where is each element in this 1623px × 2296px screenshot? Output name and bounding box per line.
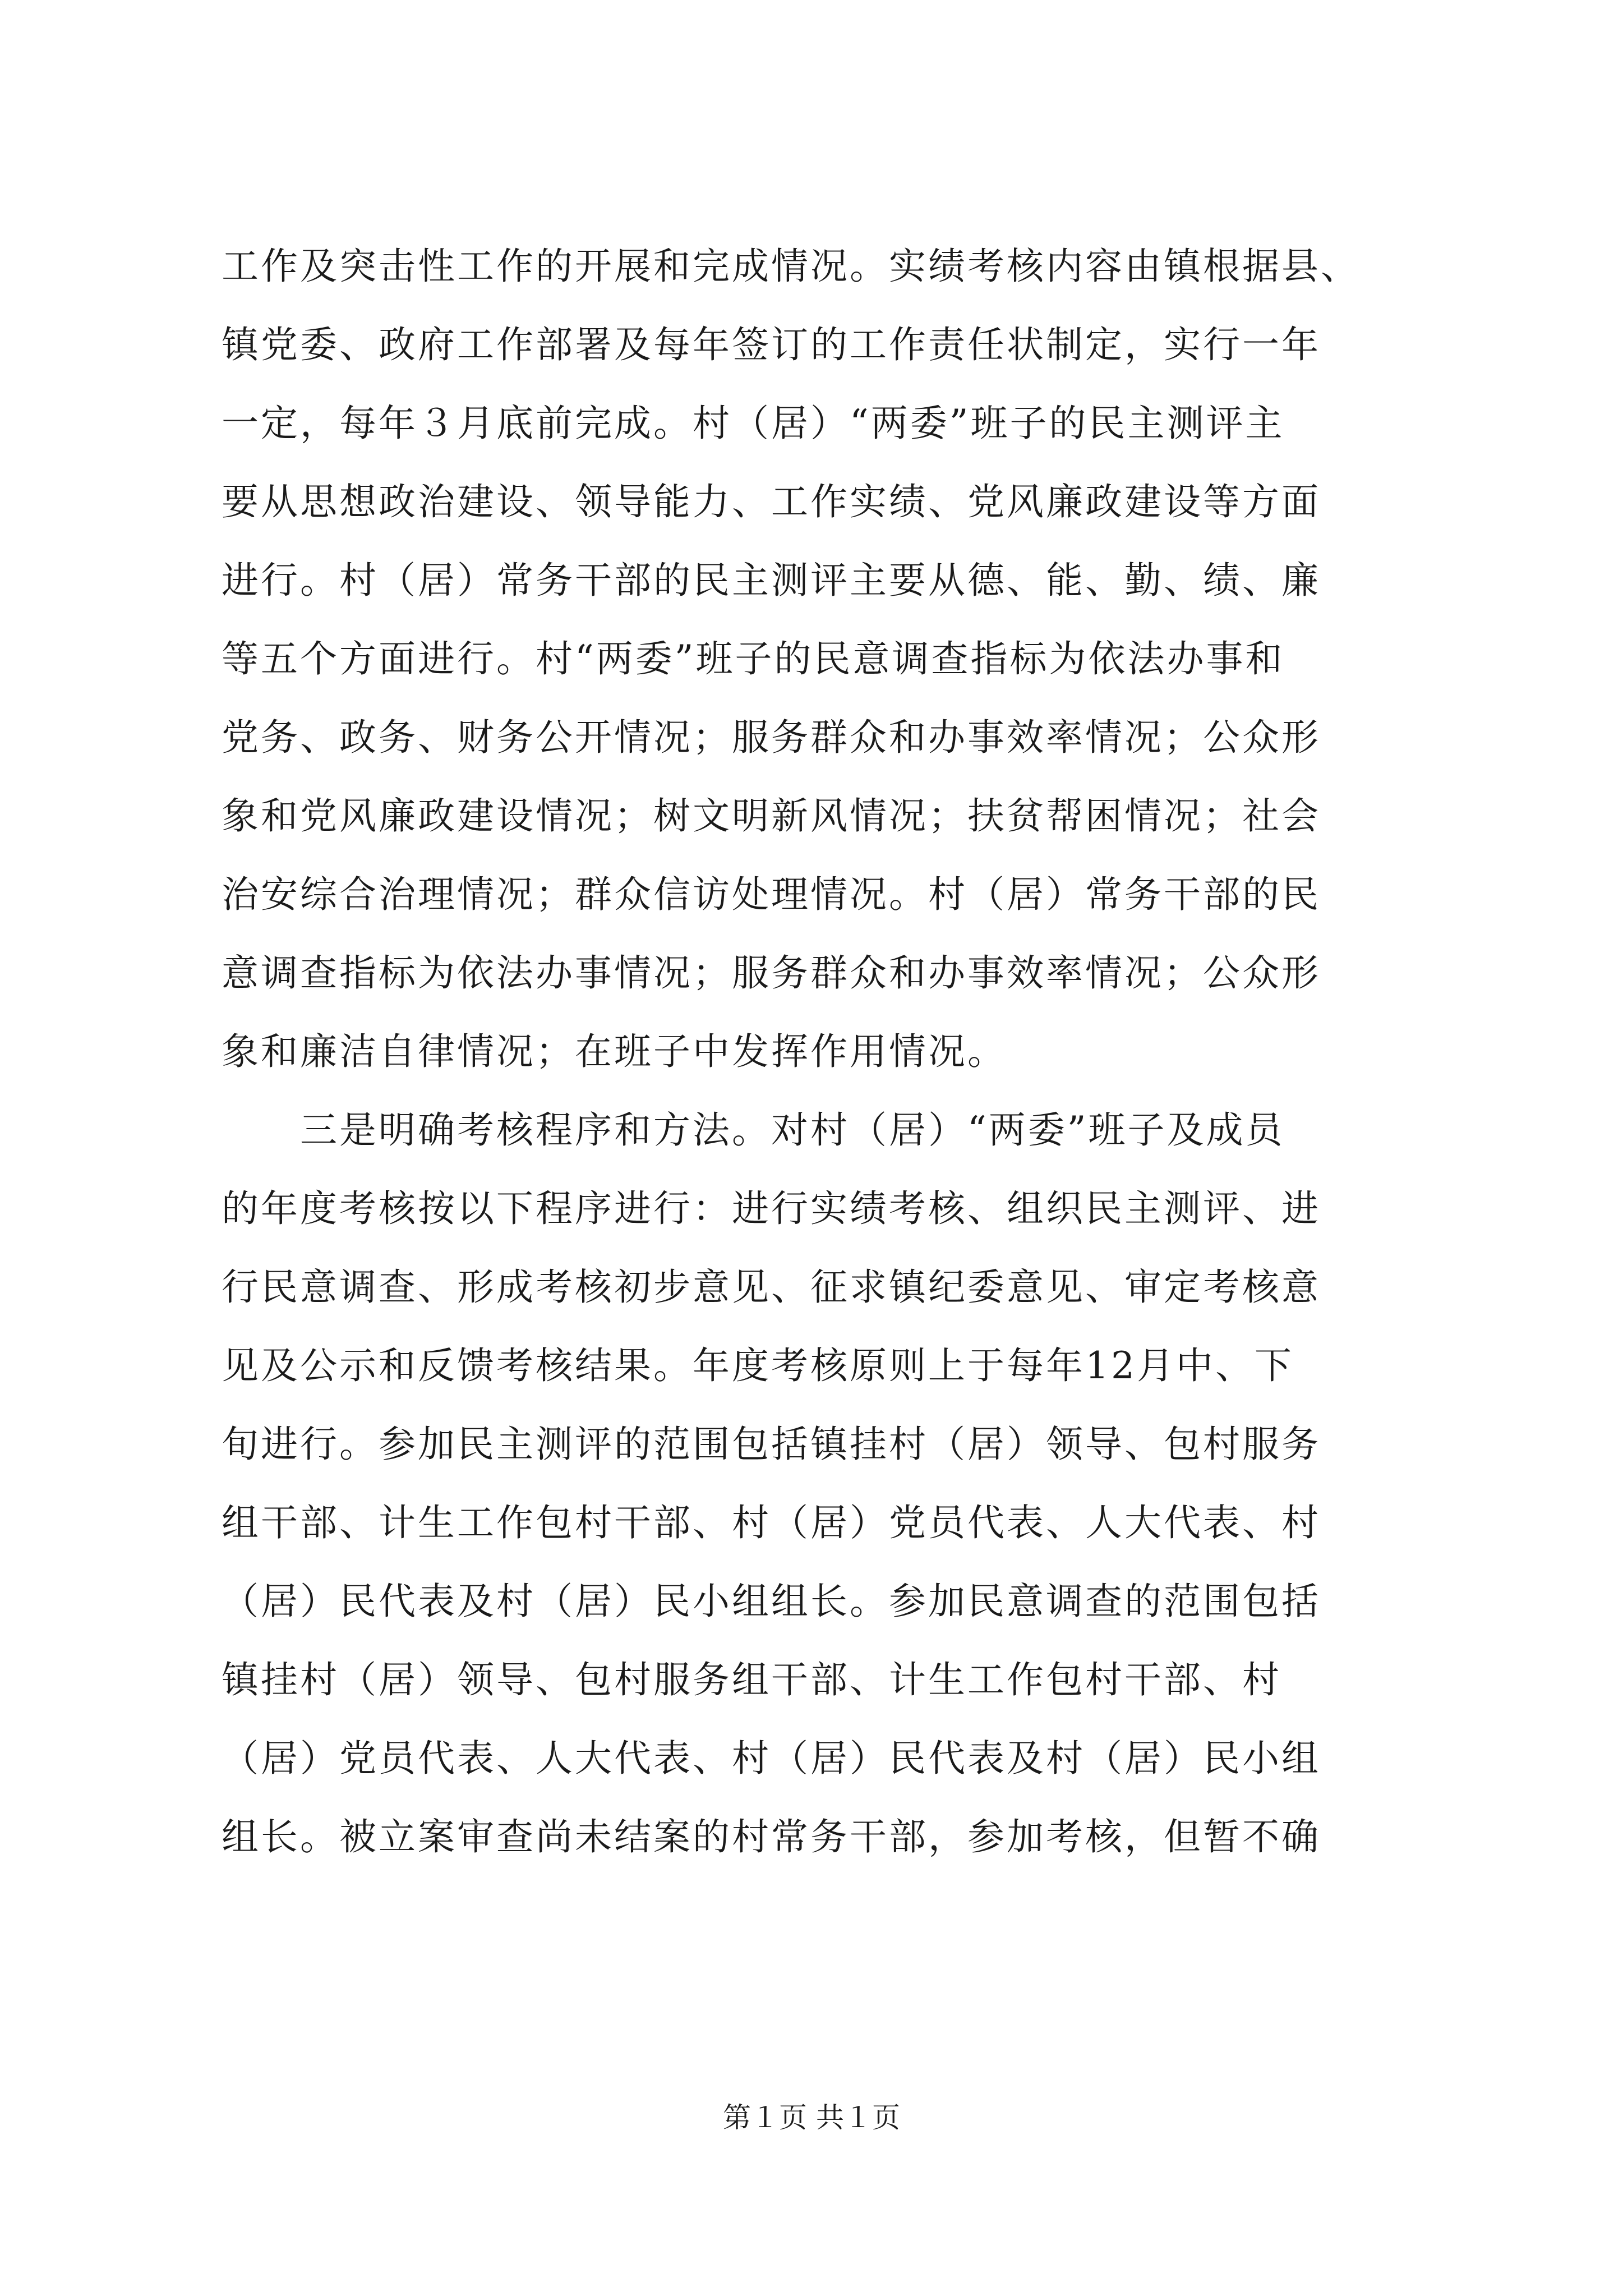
text-line: 镇挂村（居）领导、包村服务组干部、计生工作包村干部、村 — [222, 1658, 1281, 1701]
text-line: 象和廉洁自律情况；在班子中发挥作用情况。 — [222, 1030, 1007, 1073]
paragraph-start-line: 三是明确考核程序和方法。对村（居）“两委”班子及成员 — [222, 1108, 1285, 1152]
body-text — [222, 227, 1433, 1876]
text-line: 一定，每年３月底前完成。村（居）“两委”班子的民主测评主 — [222, 402, 1285, 445]
text-line: 行民意调查、形成考核初步意见、征求镇纪委意见、审定考核意 — [222, 1266, 1321, 1309]
text-line: 等五个方面进行。村“两委”班子的民意调查指标为依法办事和 — [222, 637, 1285, 680]
text-line: 治安综合治理情况；群众信访处理情况。村（居）常务干部的民 — [222, 873, 1321, 916]
text-line: 组干部、计生工作包村干部、村（居）党员代表、人大代表、村 — [222, 1501, 1321, 1544]
text-line: （居）党员代表、人大代表、村（居）民代表及村（居）民小组 — [222, 1737, 1321, 1780]
text-line: 意调查指标为依法办事情况；服务群众和办事效率情况；公众形 — [222, 951, 1321, 995]
text-line: 组长。被立案审查尚未结案的村常务干部，参加考核，但暂不确 — [222, 1815, 1321, 1858]
text-line: 要从思想政治建设、领导能力、工作实绩、党风廉政建设等方面 — [222, 480, 1321, 523]
text-line: 见及公示和反馈考核结果。年度考核原则上于每年12月中、下 — [222, 1344, 1294, 1387]
text-line: 镇党委、政府工作部署及每年签订的工作责任状制定，实行一年 — [222, 323, 1321, 366]
text-line: （居）民代表及村（居）民小组组长。参加民意调查的范围包括 — [222, 1580, 1321, 1623]
page-footer: 第１页 共１页 — [723, 2101, 900, 2134]
text-line: 党务、政务、财务公开情况；服务群众和办事效率情况；公众形 — [222, 716, 1321, 759]
text-line: 旬进行。参加民主测评的范围包括镇挂村（居）领导、包村服务 — [222, 1423, 1321, 1466]
text-line: 的年度考核按以下程序进行：进行实绩考核、组织民主测评、进 — [222, 1187, 1321, 1230]
text-line: 进行。村（居）常务干部的民主测评主要从德、能、勤、绩、廉 — [222, 559, 1321, 602]
text-line: 工作及突击性工作的开展和完成情况。实绩考核内容由镇根据县、 — [222, 245, 1360, 288]
text-line: 象和党风廉政建设情况；树文明新风情况；扶贫帮困情况；社会 — [222, 794, 1321, 838]
